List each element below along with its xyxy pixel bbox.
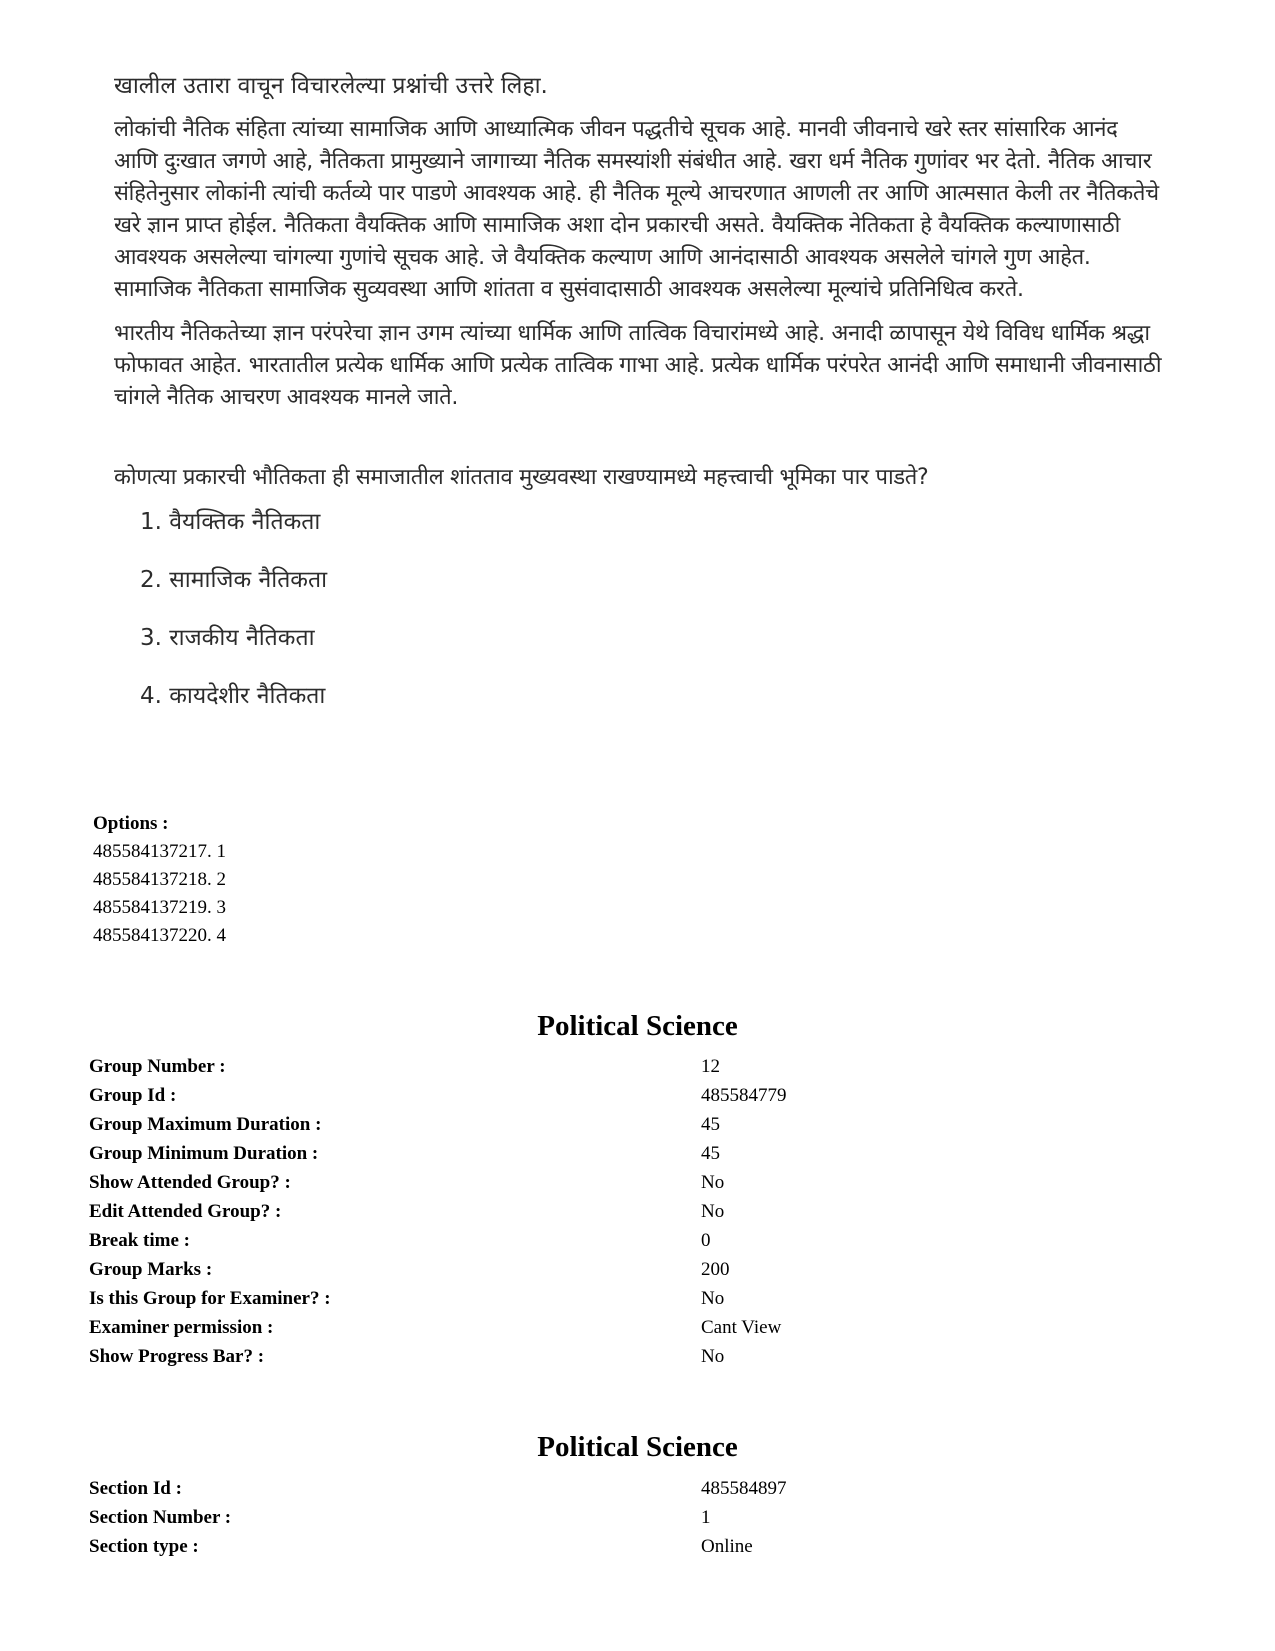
choice-item: 3. राजकीय नैतिकता — [140, 625, 315, 651]
detail-value: Online — [701, 1536, 753, 1557]
detail-label: Group Maximum Duration : — [89, 1114, 322, 1135]
passage-heading: खालील उतारा वाचून विचारलेल्या प्रश्नांची उत्तरे लिहा. — [114, 73, 548, 99]
detail-label: Show Progress Bar? : — [89, 1346, 265, 1367]
detail-label: Group Marks : — [89, 1259, 213, 1280]
option-item: 485584137220. 4 — [93, 925, 226, 946]
detail-value: 45 — [701, 1114, 720, 1135]
question-text: कोणत्या प्रकारची भौतिकता ही समाजातील शांतताव मुख्यवस्था राखण्यामध्ये महत्त्वाची भूमिका पार पाडते? — [114, 465, 929, 490]
detail-label: Group Minimum Duration : — [89, 1143, 319, 1164]
detail-label: Break time : — [89, 1230, 190, 1251]
passage-paragraph-2: भारतीय नैतिकतेच्या ज्ञान परंपरेचा ज्ञान उगम त्यांच्या धार्मिक आणि तात्विक विचारांमध्ये आहे. अनादी ळापासून येथे विविध धार्मिक श्रद्धा फोफावत आहेत. भारतातील प्रत्येक धार्मिक आणि प्रत्येक तात्विक गाभा आहे. प्रत्येक धार्मिक परंपरेत आनंदी आणि समाधानी जीवनासाठी चांगले नैतिक आचरण आवश्यक मानले जाते. — [114, 321, 1162, 410]
option-item: 485584137219. 3 — [93, 897, 226, 918]
options-list — [93, 810, 226, 950]
detail-value: 0 — [701, 1230, 711, 1251]
detail-label: Group Number : — [89, 1056, 226, 1077]
detail-label: Show Attended Group? : — [89, 1172, 291, 1193]
detail-label: Examiner permission : — [89, 1317, 274, 1338]
answer-choices — [140, 506, 1160, 738]
choice-item: 1. वैयक्तिक नैतिकता — [140, 509, 321, 535]
detail-label: Group Id : — [89, 1085, 177, 1106]
choice-item: 4. कायदेशीर नैतिकता — [140, 683, 326, 709]
option-item: 485584137217. 1 — [93, 841, 226, 862]
options-title: Options : — [93, 813, 169, 834]
detail-label: Section Id : — [89, 1478, 182, 1499]
option-item: 485584137218. 2 — [93, 869, 226, 890]
detail-value: Cant View — [701, 1317, 782, 1338]
detail-value: 12 — [701, 1056, 720, 1077]
detail-value: 485584897 — [701, 1478, 787, 1499]
detail-value: No — [701, 1346, 725, 1367]
choice-item: 2. सामाजिक नैतिकता — [140, 567, 328, 593]
detail-value: No — [701, 1172, 725, 1193]
detail-value: No — [701, 1201, 725, 1222]
passage-image — [100, 70, 1160, 738]
detail-label: Section Number : — [89, 1507, 232, 1528]
detail-label: Section type : — [89, 1536, 199, 1557]
detail-value: 485584779 — [701, 1085, 787, 1106]
passage-paragraph-1: लोकांची नैतिक संहिता त्यांच्या सामाजिक आणि आध्यात्मिक जीवन पद्धतीचे सूचक आहे. मानवी जीवनाचे खरे स्तर सांसारिक आनंद आणि दुःखात जगणे आहे, नैतिकता प्रामुख्याने जागाच्या नैतिक समस्यांशी संबंधीत आहे. खरा धर्म नैतिक गुणांवर भर देतो. नैतिक आचार संहितेनुसार लोकांनी त्यांची कर्तव्ये पार पाडणे आवश्यक आहे. ही नैतिक मूल्ये आचरणात आणली तर आणि आत्मसात केली तर नैतिकतेचे खरे ज्ञान प्राप्त होईल. नैतिकता वैयक्तिक आणि सामाजिक अशा दोन प्रकारची असते. वैयक्तिक नेतिकता हे वैयक्तिक कल्याणासाठी आवश्यक असलेल्या चांगल्या गुणांचे सूचक आहे. जे वैयक्तिक कल्याण आणि आनंदासाठी आवश्यक असलेले चांगले गुण आहेत. सामाजिक नैतिकता सामाजिक सुव्यवस्था आणि शांतता व सुसंवादासाठी आवश्यक असलेल्या मूल्यांचे प्रतिनिधित्व करते. — [114, 117, 1159, 302]
detail-label: Edit Attended Group? : — [89, 1201, 282, 1222]
section-title: Political Science — [537, 1431, 738, 1463]
detail-value: 200 — [701, 1259, 730, 1280]
detail-value: 1 — [701, 1507, 711, 1528]
detail-label: Is this Group for Examiner? : — [89, 1288, 331, 1309]
detail-value: 45 — [701, 1143, 720, 1164]
group-title: Political Science — [537, 1010, 738, 1042]
detail-value: No — [701, 1288, 725, 1309]
